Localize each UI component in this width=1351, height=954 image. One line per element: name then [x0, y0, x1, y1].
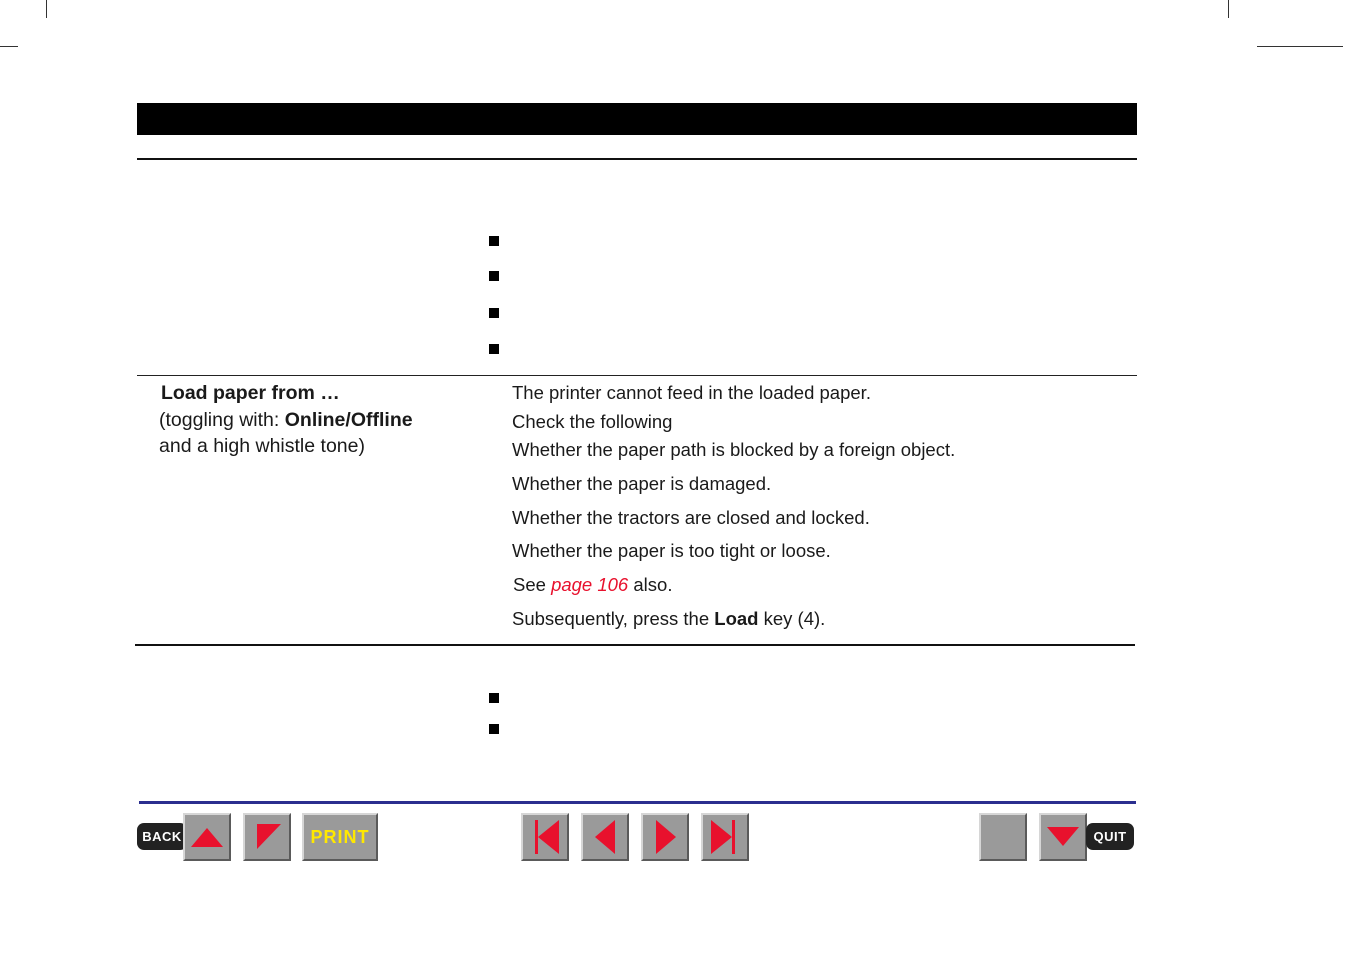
jump-back-icon	[245, 815, 289, 859]
table-top-rule	[137, 375, 1137, 376]
error-message: Load paper from …	[161, 382, 340, 404]
description-line: Whether the paper path is blocked by a foreign object.	[512, 439, 956, 460]
bullet-marker	[489, 236, 499, 246]
down-arrow-icon	[1041, 815, 1085, 859]
description-line: Whether the tractors are closed and locked.	[512, 507, 870, 528]
toggle-prefix: (toggling with:	[159, 409, 285, 431]
header-rule	[137, 158, 1137, 160]
see-suffix: also.	[633, 574, 673, 595]
description-line: Check the following	[512, 411, 673, 432]
table-bottom-rule	[135, 644, 1135, 646]
crop-mark	[1228, 0, 1229, 18]
bullet-marker	[489, 724, 499, 734]
toggle-note	[159, 409, 413, 431]
subsequent-suffix: key (4).	[763, 608, 826, 629]
toggle-key: Online/Offline	[284, 409, 413, 431]
blank-nav-button[interactable]	[979, 813, 1027, 861]
up-arrow-button[interactable]	[183, 813, 231, 861]
subsequent-prefix: Subsequently, press the	[512, 608, 710, 629]
crop-mark	[46, 0, 47, 18]
first-page-button[interactable]	[521, 813, 569, 861]
up-arrow-icon	[185, 815, 229, 859]
see-reference	[513, 574, 672, 596]
crop-mark	[0, 46, 18, 47]
header-bar	[137, 103, 1137, 135]
jump-back-button[interactable]	[243, 813, 291, 861]
previous-page-icon	[583, 815, 627, 859]
page-link[interactable]: page 106	[551, 574, 629, 595]
toggle-suffix: and a high whistle tone)	[159, 435, 365, 457]
bullet-marker	[489, 308, 499, 318]
next-page-button[interactable]	[641, 813, 689, 861]
description-line: The printer cannot feed in the loaded paper.	[512, 382, 871, 403]
nav-rule	[139, 801, 1136, 804]
description-line: Whether the paper is too tight or loose.	[512, 540, 831, 561]
down-arrow-button[interactable]	[1039, 813, 1087, 861]
back-button[interactable]: BACK	[137, 823, 187, 850]
bullet-marker	[489, 693, 499, 703]
quit-button[interactable]: QUIT	[1086, 823, 1134, 850]
crop-mark	[1257, 46, 1343, 47]
bullet-marker	[489, 344, 499, 354]
previous-page-button[interactable]	[581, 813, 629, 861]
subsequent-instruction	[512, 608, 825, 630]
load-key: Load	[714, 608, 759, 629]
first-page-icon	[523, 815, 567, 859]
next-page-icon	[643, 815, 687, 859]
description-line: Whether the paper is damaged.	[512, 473, 772, 494]
last-page-button[interactable]	[701, 813, 749, 861]
see-prefix: See	[513, 574, 546, 595]
print-button[interactable]: PRINT	[302, 813, 378, 861]
bullet-marker	[489, 271, 499, 281]
last-page-icon	[703, 815, 747, 859]
